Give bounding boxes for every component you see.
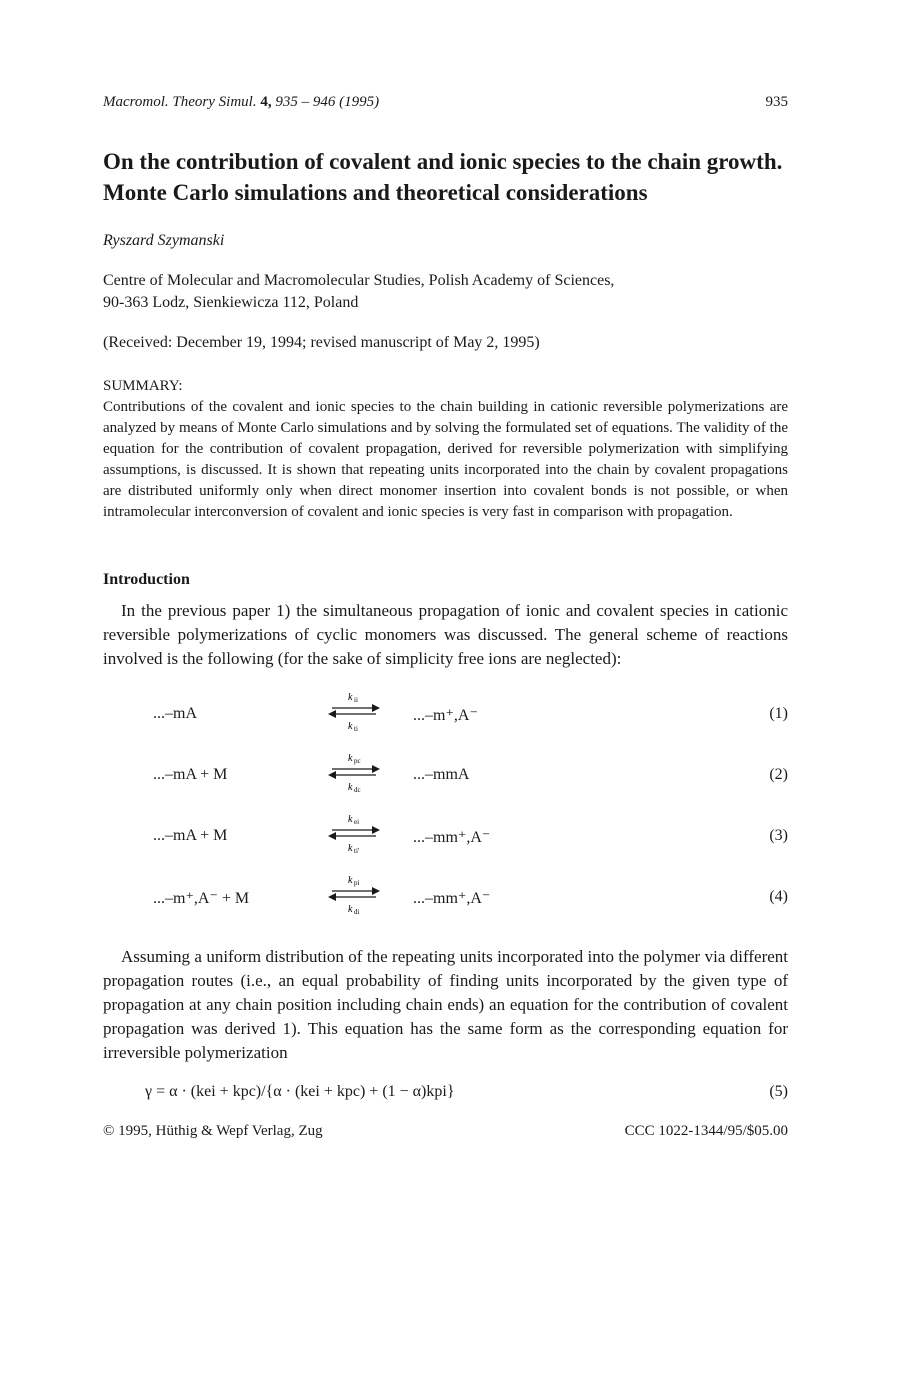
page-footer — [103, 1123, 788, 1145]
k-reverse-label: k — [348, 782, 353, 793]
k-forward-subscript: ii — [354, 696, 358, 704]
received-dates: (Received: December 19, 1994; revised manuscript of May 2, 1995) — [103, 334, 540, 351]
reaction-rhs: ...–mm⁺,A⁻ — [413, 890, 491, 907]
reaction-lhs: ...–mA + M — [153, 827, 228, 844]
reaction-lhs: ...–mA — [153, 705, 197, 722]
equilibrium-arrow-icon — [328, 691, 380, 735]
affiliation-line-1: Centre of Molecular and Macromolecular Studies, Polish Academy of Sciences, — [103, 272, 615, 289]
page-number: 935 — [765, 94, 788, 110]
affiliation — [103, 270, 788, 314]
copyright-notice: © 1995, Hüthig & Wepf Verlag, Zug — [103, 1123, 323, 1139]
k-reverse-subscript: ti — [354, 725, 358, 733]
affiliation-line-2: 90-363 Lodz, Sienkiewicza 112, Poland — [103, 294, 359, 311]
k-reverse-label: k — [348, 904, 353, 915]
journal-pages: 935 – 946 (1995) — [275, 94, 380, 110]
k-forward-label: k — [348, 875, 353, 886]
k-forward-subscript: ei — [354, 818, 360, 826]
equation-number: (3) — [769, 827, 788, 844]
reaction-scheme — [103, 692, 788, 935]
ccc-code: CCC 1022-1344/95/$05.00 — [624, 1123, 788, 1139]
k-reverse-label: k — [348, 843, 353, 854]
author: Ryszard Szymanski — [103, 232, 225, 249]
reaction-rhs: ...–mm⁺,A⁻ — [413, 829, 491, 846]
k-reverse-subscript: ti' — [354, 847, 360, 855]
equilibrium-arrow-icon — [328, 874, 380, 918]
journal-citation — [103, 94, 379, 111]
k-forward-label: k — [348, 814, 353, 825]
equation-number: (1) — [769, 705, 788, 722]
reaction-rhs: ...–m⁺,A⁻ — [413, 707, 478, 724]
reaction-rhs: ...–mmA — [413, 766, 470, 783]
k-reverse-subscript: di — [354, 908, 360, 916]
journal-name: Macromol. Theory Simul. — [103, 94, 257, 110]
reaction-1 — [103, 692, 788, 765]
reaction-2 — [103, 753, 788, 826]
reaction-3 — [103, 814, 788, 887]
k-forward-label: k — [348, 692, 353, 703]
summary-text: Contributions of the covalent and ionic species to the chain building in cationic reversible polymerizations are analyzed by means of Monte Carlo simulations and by solving the formulated set of equations. The validity of the equation for the contribution of covalent propagation, derived for reversible polymerization with simplifying assumptions, is discussed. It is shown that repeating units incorporated into the chain by covalent propagations are distributed uniformly only when direct monomer insertion into covalent bonds is not possible, or when intramolecular interconversion of covalent and ionic species is very fast in comparison with propagation. — [103, 399, 788, 520]
k-reverse-label: k — [348, 721, 353, 732]
reaction-4 — [103, 875, 788, 948]
journal-volume: 4, — [260, 94, 272, 110]
equation-5 — [103, 1083, 788, 1113]
equation-number: (5) — [769, 1083, 788, 1100]
running-header — [103, 88, 788, 118]
k-reverse-subscript: dc — [354, 786, 361, 794]
intro-paragraph-2: Assuming a uniform distribution of the repeating units incorporated into the polymer via different propagation routes (i.e., an equal probability of finding units incorporated by the given type of propagation at any chain position including chain ends) an equation for the contribution of covalent propagation was derived 1). This equation has the same form as the corresponding equation for irreversible polymerization — [103, 947, 788, 1062]
paper-page — [103, 88, 788, 1145]
article-title: On the contribution of covalent and ionic species to the chain growth. Monte Carlo simulations and theoretical considerations — [103, 149, 783, 205]
k-forward-subscript: pc — [354, 757, 361, 765]
reaction-lhs: ...–m⁺,A⁻ + M — [153, 890, 250, 907]
k-forward-label: k — [348, 753, 353, 764]
equation-number: (4) — [769, 888, 788, 905]
equilibrium-arrow-icon — [328, 752, 380, 796]
k-forward-subscript: pi — [354, 879, 360, 887]
equation-5-expression: γ = α · (kei + kpc)/{α · (kei + kpc) + (1 − α)kpi} — [145, 1083, 455, 1100]
equilibrium-arrow-icon — [328, 813, 380, 857]
summary-heading: SUMMARY: — [103, 378, 183, 394]
equation-number: (2) — [769, 766, 788, 783]
section-heading-introduction: Introduction — [103, 571, 190, 588]
intro-paragraph-1: In the previous paper 1) the simultaneous propagation of ionic and covalent species in cationic reversible polymerizations of cyclic monomers was discussed. The general scheme of reactions involved is the following (for the sake of simplicity free ions are neglected): — [103, 601, 788, 668]
reaction-lhs: ...–mA + M — [153, 766, 228, 783]
